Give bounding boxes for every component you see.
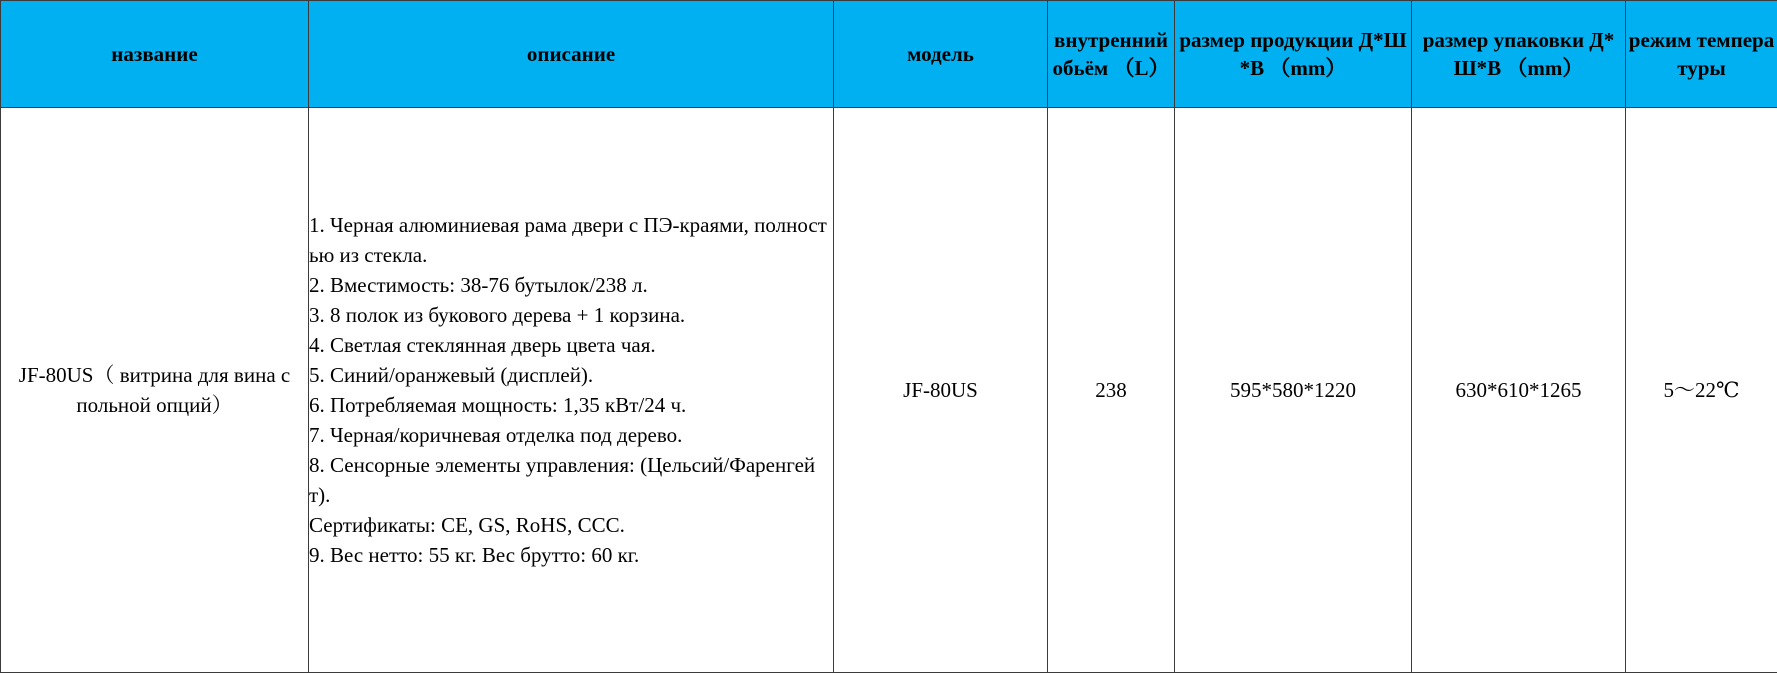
header-description[interactable]: описание — [309, 1, 834, 108]
header-volume[interactable]: внутренний обьём （L） — [1048, 1, 1175, 108]
cell-volume[interactable]: 238 — [1048, 108, 1175, 673]
header-package-size[interactable]: размер упаковки Д*Ш*В （mm） — [1412, 1, 1626, 108]
header-product-size[interactable]: размер продукции Д*Ш*В （mm） — [1175, 1, 1412, 108]
cell-temperature[interactable]: 5～22℃ — [1626, 108, 1777, 673]
description-line: 1. Черная алюминиевая рама двери с ПЭ-краями, полностью из стекла. — [309, 210, 833, 270]
description-line: Сертификаты: CE, GS, RoHS, CCC. — [309, 510, 833, 540]
table-row — [1, 108, 1777, 673]
header-temperature[interactable]: режим температуры — [1626, 1, 1777, 108]
cell-package-size[interactable]: 630*610*1265 — [1412, 108, 1626, 673]
header-name[interactable]: название — [1, 1, 309, 108]
description-line: 2. Вместимость: 38-76 бутылок/238 л. — [309, 270, 833, 300]
cell-model[interactable]: JF-80US — [834, 108, 1048, 673]
header-model[interactable]: модель — [834, 1, 1048, 108]
description-line: 9. Вес нетто: 55 кг. Вес брутто: 60 кг. — [309, 540, 833, 570]
description-line: 3. 8 полок из букового дерева + 1 корзина. — [309, 300, 833, 330]
cell-description[interactable] — [309, 108, 834, 673]
header-row — [1, 1, 1777, 108]
cell-product-size[interactable]: 595*580*1220 — [1175, 108, 1412, 673]
description-line: 8. Сенсорные элементы управления: (Цельсий/Фаренгейт). — [309, 450, 833, 510]
cell-name[interactable]: JF-80US（ витрина для вина с польной опций） — [1, 108, 309, 673]
description-line: 7. Черная/коричневая отделка под дерево. — [309, 420, 833, 450]
description-line: 4. Светлая стеклянная дверь цвета чая. — [309, 330, 833, 360]
description-line: 6. Потребляемая мощность: 1,35 кВт/24 ч. — [309, 390, 833, 420]
description-line: 5. Синий/оранжевый (дисплей). — [309, 360, 833, 390]
